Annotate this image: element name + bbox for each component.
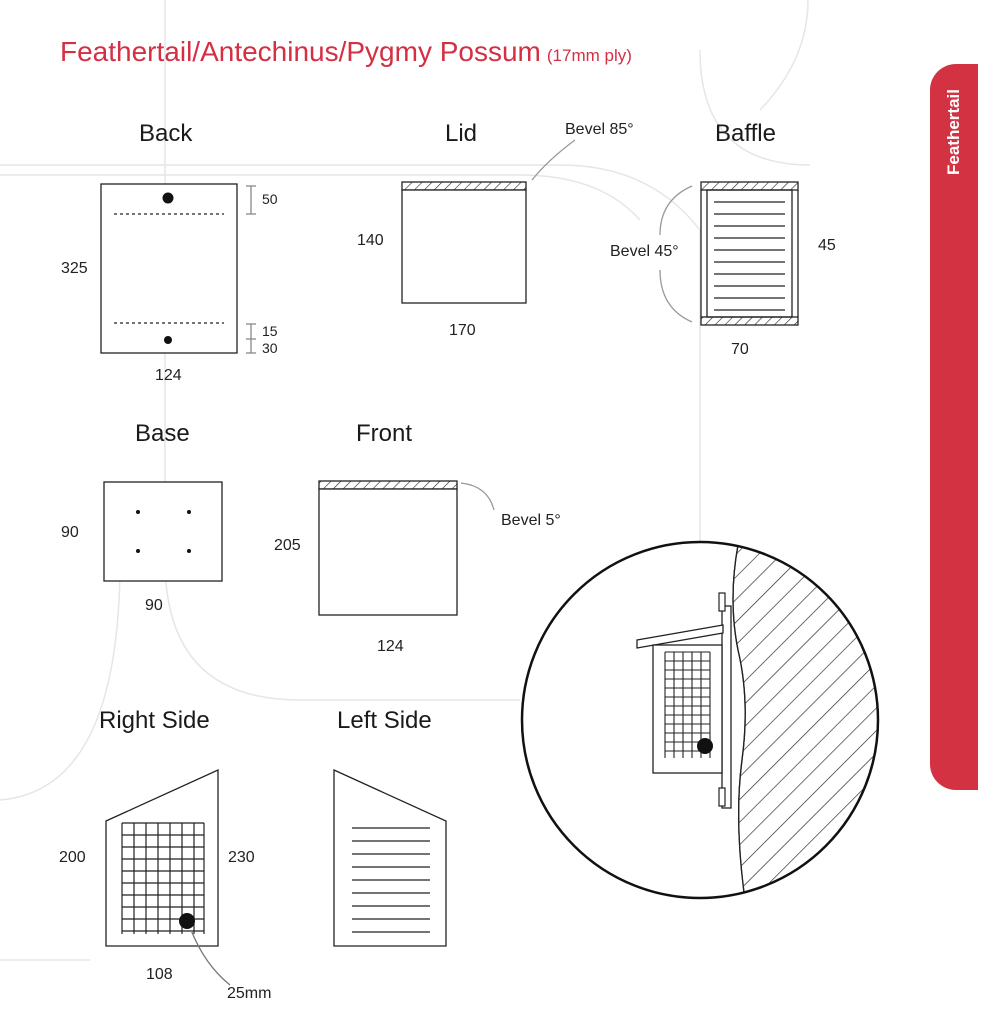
right-side-panel	[106, 770, 230, 985]
mounted-box-inset	[522, 542, 900, 900]
lid-bevel-label: Bevel 85°	[565, 121, 634, 138]
title-sub: (17mm ply)	[546, 46, 632, 65]
front-height-label: 205	[274, 537, 301, 554]
left-side-panel	[334, 770, 446, 946]
base-panel	[104, 482, 222, 581]
baffle-width-label: 70	[731, 341, 749, 358]
back-height-label: 325	[61, 260, 88, 277]
right-side-right-height-label: 230	[228, 849, 255, 866]
title-main: Feathertail/Antechinus/Pygmy Possum	[60, 36, 541, 67]
baffle-height-label: 45	[818, 237, 836, 254]
side-tab	[930, 64, 978, 790]
baffle-heading: Baffle	[715, 120, 776, 147]
baffle-bevel-label: Bevel 45°	[610, 243, 679, 260]
lid-heading: Lid	[445, 120, 478, 147]
back-bottom-offset-a-label: 15	[262, 323, 278, 339]
right-side-width-label: 108	[146, 966, 173, 983]
lid-width-label: 170	[449, 322, 476, 339]
front-panel	[319, 481, 494, 615]
side-tab-label: Feathertail	[944, 89, 963, 175]
back-top-offset-label: 50	[262, 191, 278, 207]
back-panel	[101, 184, 256, 353]
front-bevel-label: Bevel 5°	[501, 512, 561, 529]
base-width-label: 90	[145, 597, 163, 614]
base-height-label: 90	[61, 524, 79, 541]
back-width-label: 124	[155, 367, 182, 384]
right-side-left-height-label: 200	[59, 849, 86, 866]
page-title	[60, 36, 632, 68]
back-heading: Back	[139, 120, 193, 147]
back-bottom-offset-b-label: 30	[262, 340, 278, 356]
base-heading: Base	[135, 420, 190, 447]
lid-height-label: 140	[357, 232, 384, 249]
left-side-heading: Left Side	[337, 707, 432, 734]
entrance-hole-size-label: 25mm	[227, 985, 272, 1002]
right-side-heading: Right Side	[99, 707, 210, 734]
front-width-label: 124	[377, 638, 404, 655]
baffle-panel	[660, 182, 798, 325]
front-heading: Front	[356, 420, 413, 447]
